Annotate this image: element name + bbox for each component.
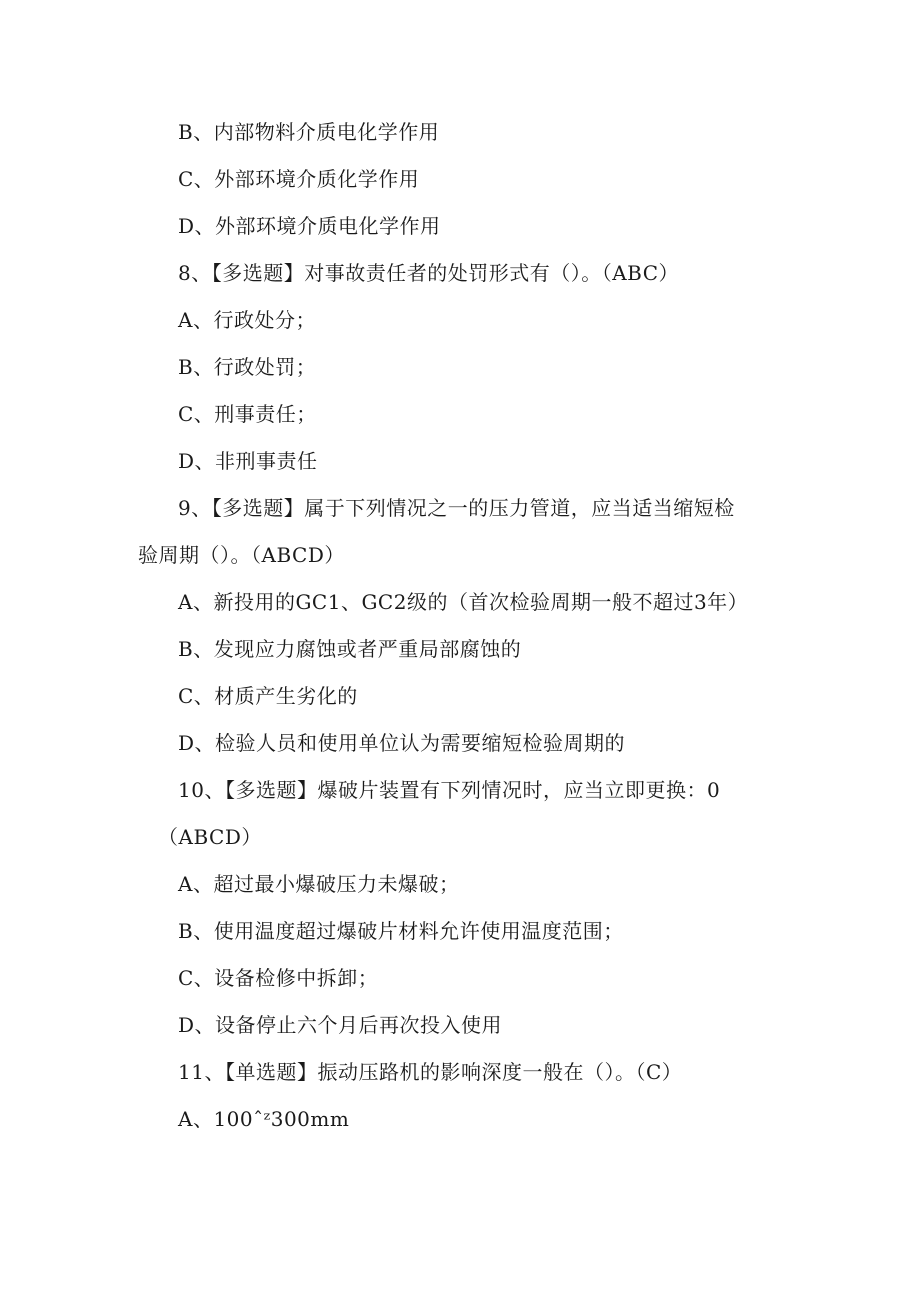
option-c-q10: C、设备检修中拆卸；: [178, 966, 379, 990]
option-b-q7: B、内部物料介质电化学作用: [178, 120, 440, 144]
option-a-q9: A、新投用的GC1、GC2级的（首次检验周期一般不超过3年）: [178, 590, 749, 614]
question-11: 11、【单选题】振动压路机的影响深度一般在（）。（C）: [178, 1060, 683, 1084]
option-a-q10: A、超过最小爆破压力未爆破；: [178, 872, 460, 896]
option-c-q8: C、刑事责任；: [178, 402, 317, 426]
option-d-q8: D、非刑事责任: [178, 449, 318, 473]
option-d-q7: D、外部环境介质电化学作用: [178, 214, 441, 238]
question-10: 10、【多选题】爆破片装置有下列情况时，应当立即更换：0: [178, 778, 721, 802]
option-a-q8: A、行政处分；: [178, 308, 316, 332]
option-b-q8: B、行政处罚；: [178, 355, 317, 379]
question-9: 9、【多选题】属于下列情况之一的压力管道，应当适当缩短检: [178, 496, 735, 520]
question-10-continued: （ABCD）: [158, 825, 262, 849]
option-c-q7: C、外部环境介质化学作用: [178, 167, 420, 191]
option-b-q10: B、使用温度超过爆破片材料允许使用温度范围；: [178, 919, 624, 943]
option-d-q9: D、检验人员和使用单位认为需要缩短检验周期的: [178, 731, 626, 755]
question-8: 8、【多选题】对事故责任者的处罚形式有（）。（ABC）: [178, 261, 680, 285]
option-a-q11: A、100ˆᶻ300mm: [178, 1107, 350, 1131]
question-9-continued: 验周期（）。（ABCD）: [138, 543, 345, 567]
option-c-q9: C、材质产生劣化的: [178, 684, 358, 708]
option-b-q9: B、发现应力腐蚀或者严重局部腐蚀的: [178, 637, 522, 661]
option-d-q10: D、设备停止六个月后再次投入使用: [178, 1013, 503, 1037]
